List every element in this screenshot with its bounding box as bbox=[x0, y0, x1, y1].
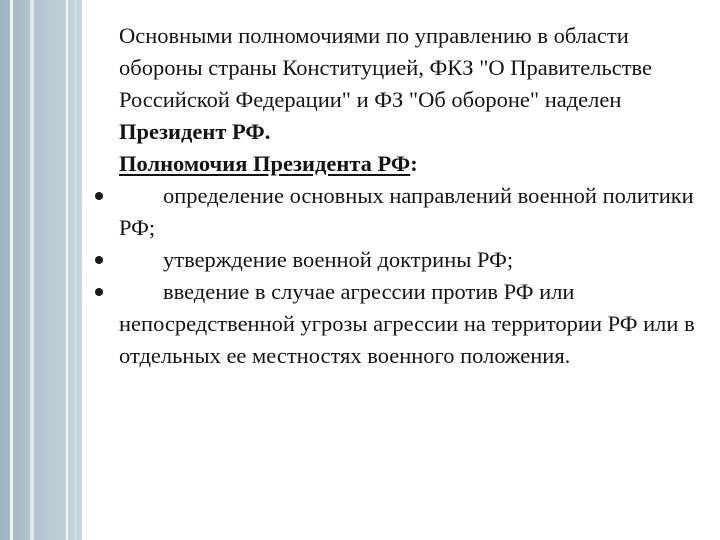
powers-heading-suffix: : bbox=[410, 151, 418, 176]
list-item bbox=[119, 180, 709, 244]
list-item-text: утверждение военной доктрины РФ; bbox=[163, 247, 514, 272]
powers-heading-text: Полномочия Президента РФ bbox=[119, 151, 411, 176]
slide-content bbox=[119, 20, 709, 372]
list-item-text: определение основных направлений военной политики РФ; bbox=[119, 183, 694, 240]
bullet-icon bbox=[95, 256, 103, 264]
decorative-sidebar bbox=[0, 0, 82, 540]
list-item bbox=[119, 276, 709, 372]
list-item bbox=[119, 244, 709, 276]
bullet-icon bbox=[95, 192, 103, 200]
powers-heading bbox=[119, 148, 709, 180]
bullet-icon bbox=[95, 288, 103, 296]
sidebar-stripe bbox=[75, 0, 76, 540]
sidebar-stripe bbox=[66, 0, 68, 540]
intro-text: Основными полномочиями по управлению в области обороны страны Конституцией, ФКЗ "О Правительстве Российской Федерации" и ФЗ "Об обороне" наделен bbox=[119, 23, 653, 112]
intro-emphasis: Президент РФ. bbox=[119, 119, 271, 144]
sidebar-stripe bbox=[30, 0, 34, 540]
sidebar-stripe bbox=[10, 0, 13, 540]
intro-paragraph bbox=[119, 20, 709, 148]
list-item-text: введение в случае агрессии против РФ или непосредственной угрозы агрессии на территории РФ или в отдельных ее местностях военного положения. bbox=[119, 279, 695, 368]
